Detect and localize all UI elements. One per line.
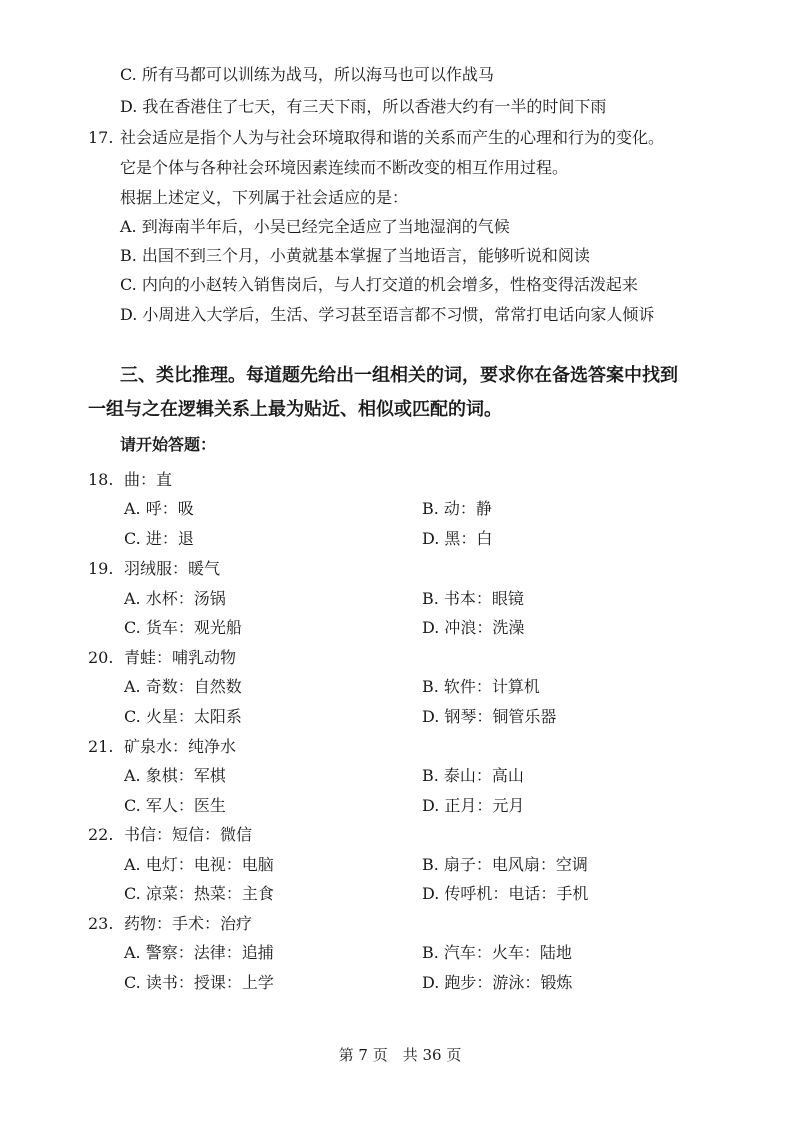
q20-stem: 青蛙：哺乳动物 bbox=[124, 648, 237, 667]
q20-option-d: D. 钢琴：铜管乐器 bbox=[422, 707, 557, 726]
q22-option-d: D. 传呼机：电话：手机 bbox=[422, 884, 589, 903]
q23-option-a: A. 警察：法律：追捕 bbox=[124, 943, 274, 962]
q21-stem: 矿泉水：纯净水 bbox=[124, 737, 237, 756]
q17-stem-line2: 它是个体与各种社会环境因素连续而不断改变的相互作用过程。 bbox=[120, 158, 569, 177]
q18-option-b: B. 动：静 bbox=[422, 499, 492, 518]
q17-number: 17. bbox=[88, 128, 114, 147]
q23-option-b: B. 汽车：火车：陆地 bbox=[422, 943, 572, 962]
q18-option-a: A. 呼：吸 bbox=[124, 499, 194, 518]
page-number: 第 7 页 共 36 页 bbox=[338, 1046, 462, 1064]
q19-option-d: D. 冲浪：洗澡 bbox=[422, 618, 525, 637]
q20-option-b: B. 软件：计算机 bbox=[422, 677, 540, 696]
q23-option-d: D. 跑步：游泳：锻炼 bbox=[422, 973, 573, 992]
q19-stem: 羽绒服：暖气 bbox=[124, 559, 221, 578]
q21-option-a: A. 象棋：军棋 bbox=[124, 766, 226, 785]
q16-option-c: C. 所有马都可以训练为战马，所以海马也可以作战马 bbox=[120, 65, 494, 84]
q18-stem: 曲：直 bbox=[124, 470, 173, 489]
q19-option-c: C. 货车：观光船 bbox=[124, 618, 242, 637]
q19-number: 19. bbox=[88, 559, 114, 578]
q19-option-a: A. 水杯：汤锅 bbox=[124, 589, 226, 608]
q19-option-b: B. 书本：眼镜 bbox=[422, 589, 524, 608]
q23-number: 23. bbox=[88, 914, 114, 933]
q17-stem-line1: 社会适应是指个人为与社会环境取得和谐的关系而产生的心理和行为的变化。 bbox=[120, 128, 665, 147]
q20-option-c: C. 火星：太阳系 bbox=[124, 707, 242, 726]
section3-start: 请开始答题： bbox=[120, 435, 217, 454]
q22-option-c: C. 凉菜：热菜：主食 bbox=[124, 884, 274, 903]
q21-option-b: B. 泰山：高山 bbox=[422, 766, 524, 785]
q22-stem: 书信：短信：微信 bbox=[124, 825, 253, 844]
q17-option-a: A. 到海南半年后，小吴已经完全适应了当地湿润的气候 bbox=[120, 217, 510, 236]
q18-option-d: D. 黑：白 bbox=[422, 529, 493, 548]
q22-option-b: B. 扇子：电风扇：空调 bbox=[422, 855, 588, 874]
q17-option-b: B. 出国不到三个月，小黄就基本掌握了当地语言，能够听说和阅读 bbox=[120, 246, 590, 265]
q17-prompt: 根据上述定义，下列属于社会适应的是： bbox=[120, 188, 409, 207]
q22-number: 22. bbox=[88, 825, 114, 844]
q18-number: 18. bbox=[88, 470, 114, 489]
section3-heading-line1: 三、类比推理。每道题先给出一组相关的词，要求你在备选答案中找到 bbox=[120, 365, 678, 386]
q21-option-d: D. 正月：元月 bbox=[422, 796, 525, 815]
q16-option-d: D. 我在香港住了七天，有三天下雨，所以香港大约有一半的时间下雨 bbox=[120, 97, 607, 116]
section3-heading-line2: 一组与之在逻辑关系上最为贴近、相似或匹配的词。 bbox=[88, 399, 502, 420]
q22-option-a: A. 电灯：电视：电脑 bbox=[124, 855, 274, 874]
q17-option-d: D. 小周进入大学后，生活、学习甚至语言都不习惯，常常打电话向家人倾诉 bbox=[120, 305, 655, 324]
q21-option-c: C. 军人：医生 bbox=[124, 796, 226, 815]
q17-option-c: C. 内向的小赵转入销售岗后，与人打交道的机会增多，性格变得活泼起来 bbox=[120, 275, 638, 294]
q23-stem: 药物：手术：治疗 bbox=[124, 914, 253, 933]
q18-option-c: C. 进：退 bbox=[124, 529, 194, 548]
q23-option-c: C. 读书：授课：上学 bbox=[124, 973, 274, 992]
q20-option-a: A. 奇数：自然数 bbox=[124, 677, 242, 696]
q20-number: 20. bbox=[88, 648, 114, 667]
q21-number: 21. bbox=[88, 737, 114, 756]
